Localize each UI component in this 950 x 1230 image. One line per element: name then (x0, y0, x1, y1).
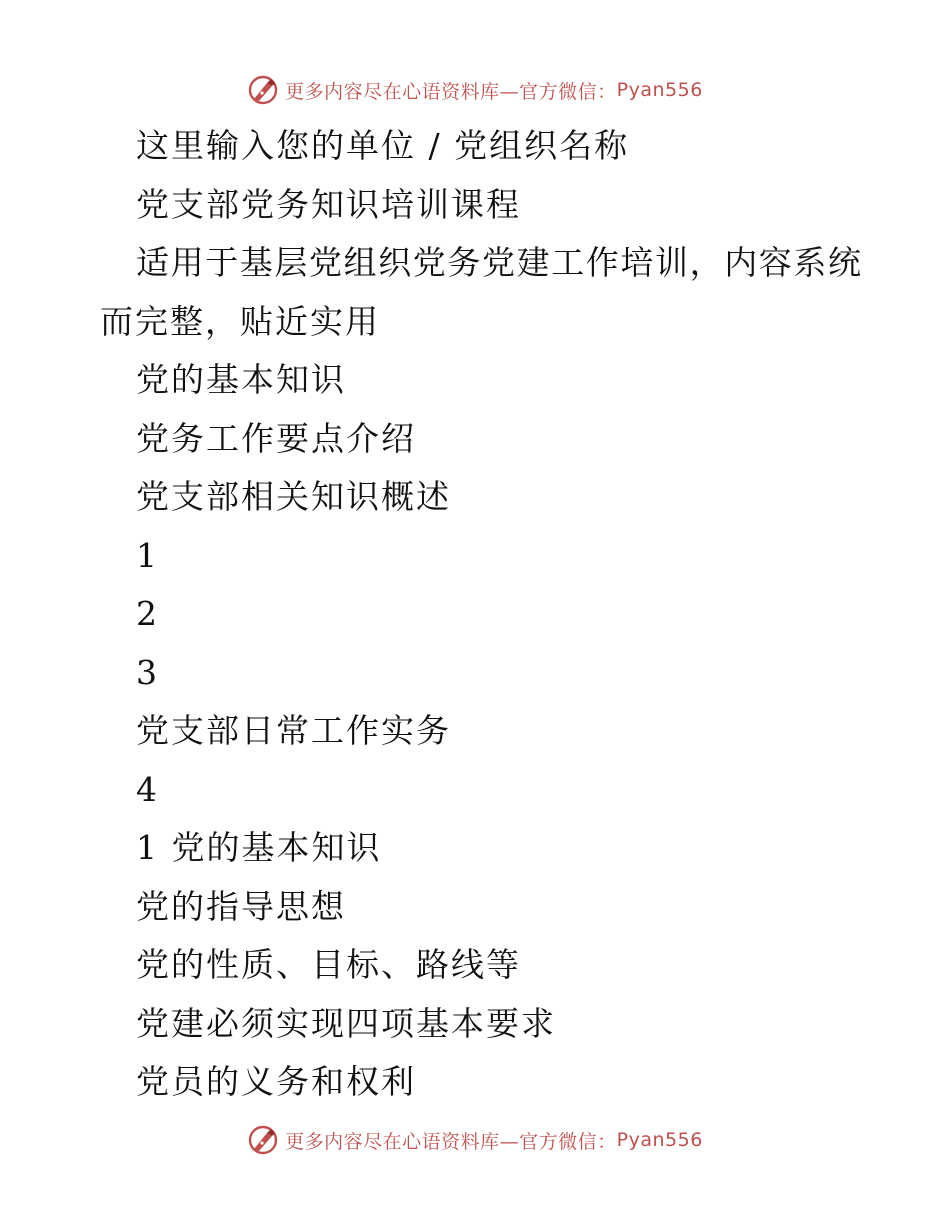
course-title: 党支部党务知识培训课程 (136, 184, 521, 224)
watermark-handle: Pyan556 (616, 1129, 703, 1151)
outline-number: 1 (136, 535, 159, 575)
watermark-text: 更多内容尽在心语资料库—官方微信： (285, 80, 617, 103)
header-watermark (0, 70, 950, 110)
pen-nib-logo-icon (247, 1124, 279, 1156)
pen-nib-logo-icon (247, 74, 279, 106)
outline-number: 4 (136, 769, 159, 809)
footer-watermark (0, 1120, 950, 1160)
watermark-handle: Pyan556 (616, 79, 703, 101)
section-item: 党建必须实现四项基本要求 (136, 1003, 556, 1043)
section-item: 党的性质、目标、路线等 (136, 945, 521, 984)
section-heading: 1 党的基本知识 (136, 828, 382, 867)
org-name-line: 这里输入您的单位 / 党组织名称 (136, 126, 630, 165)
document-body (100, 117, 863, 1112)
course-description-continued: 而完整，贴近实用 (100, 301, 380, 341)
outline-item: 党支部日常工作实务 (136, 711, 451, 750)
outline-item: 党务工作要点介绍 (136, 418, 416, 458)
section-item: 党员的义务和权利 (136, 1062, 416, 1101)
section-item: 党的指导思想 (136, 886, 346, 926)
watermark-text: 更多内容尽在心语资料库—官方微信： (285, 1130, 617, 1153)
outline-number: 3 (136, 652, 159, 692)
outline-item: 党的基本知识 (136, 360, 346, 399)
outline-number: 2 (136, 594, 159, 633)
course-description: 适用于基层党组织党务党建工作培训，内容系统 (136, 243, 863, 282)
outline-item: 党支部相关知识概述 (136, 477, 451, 516)
